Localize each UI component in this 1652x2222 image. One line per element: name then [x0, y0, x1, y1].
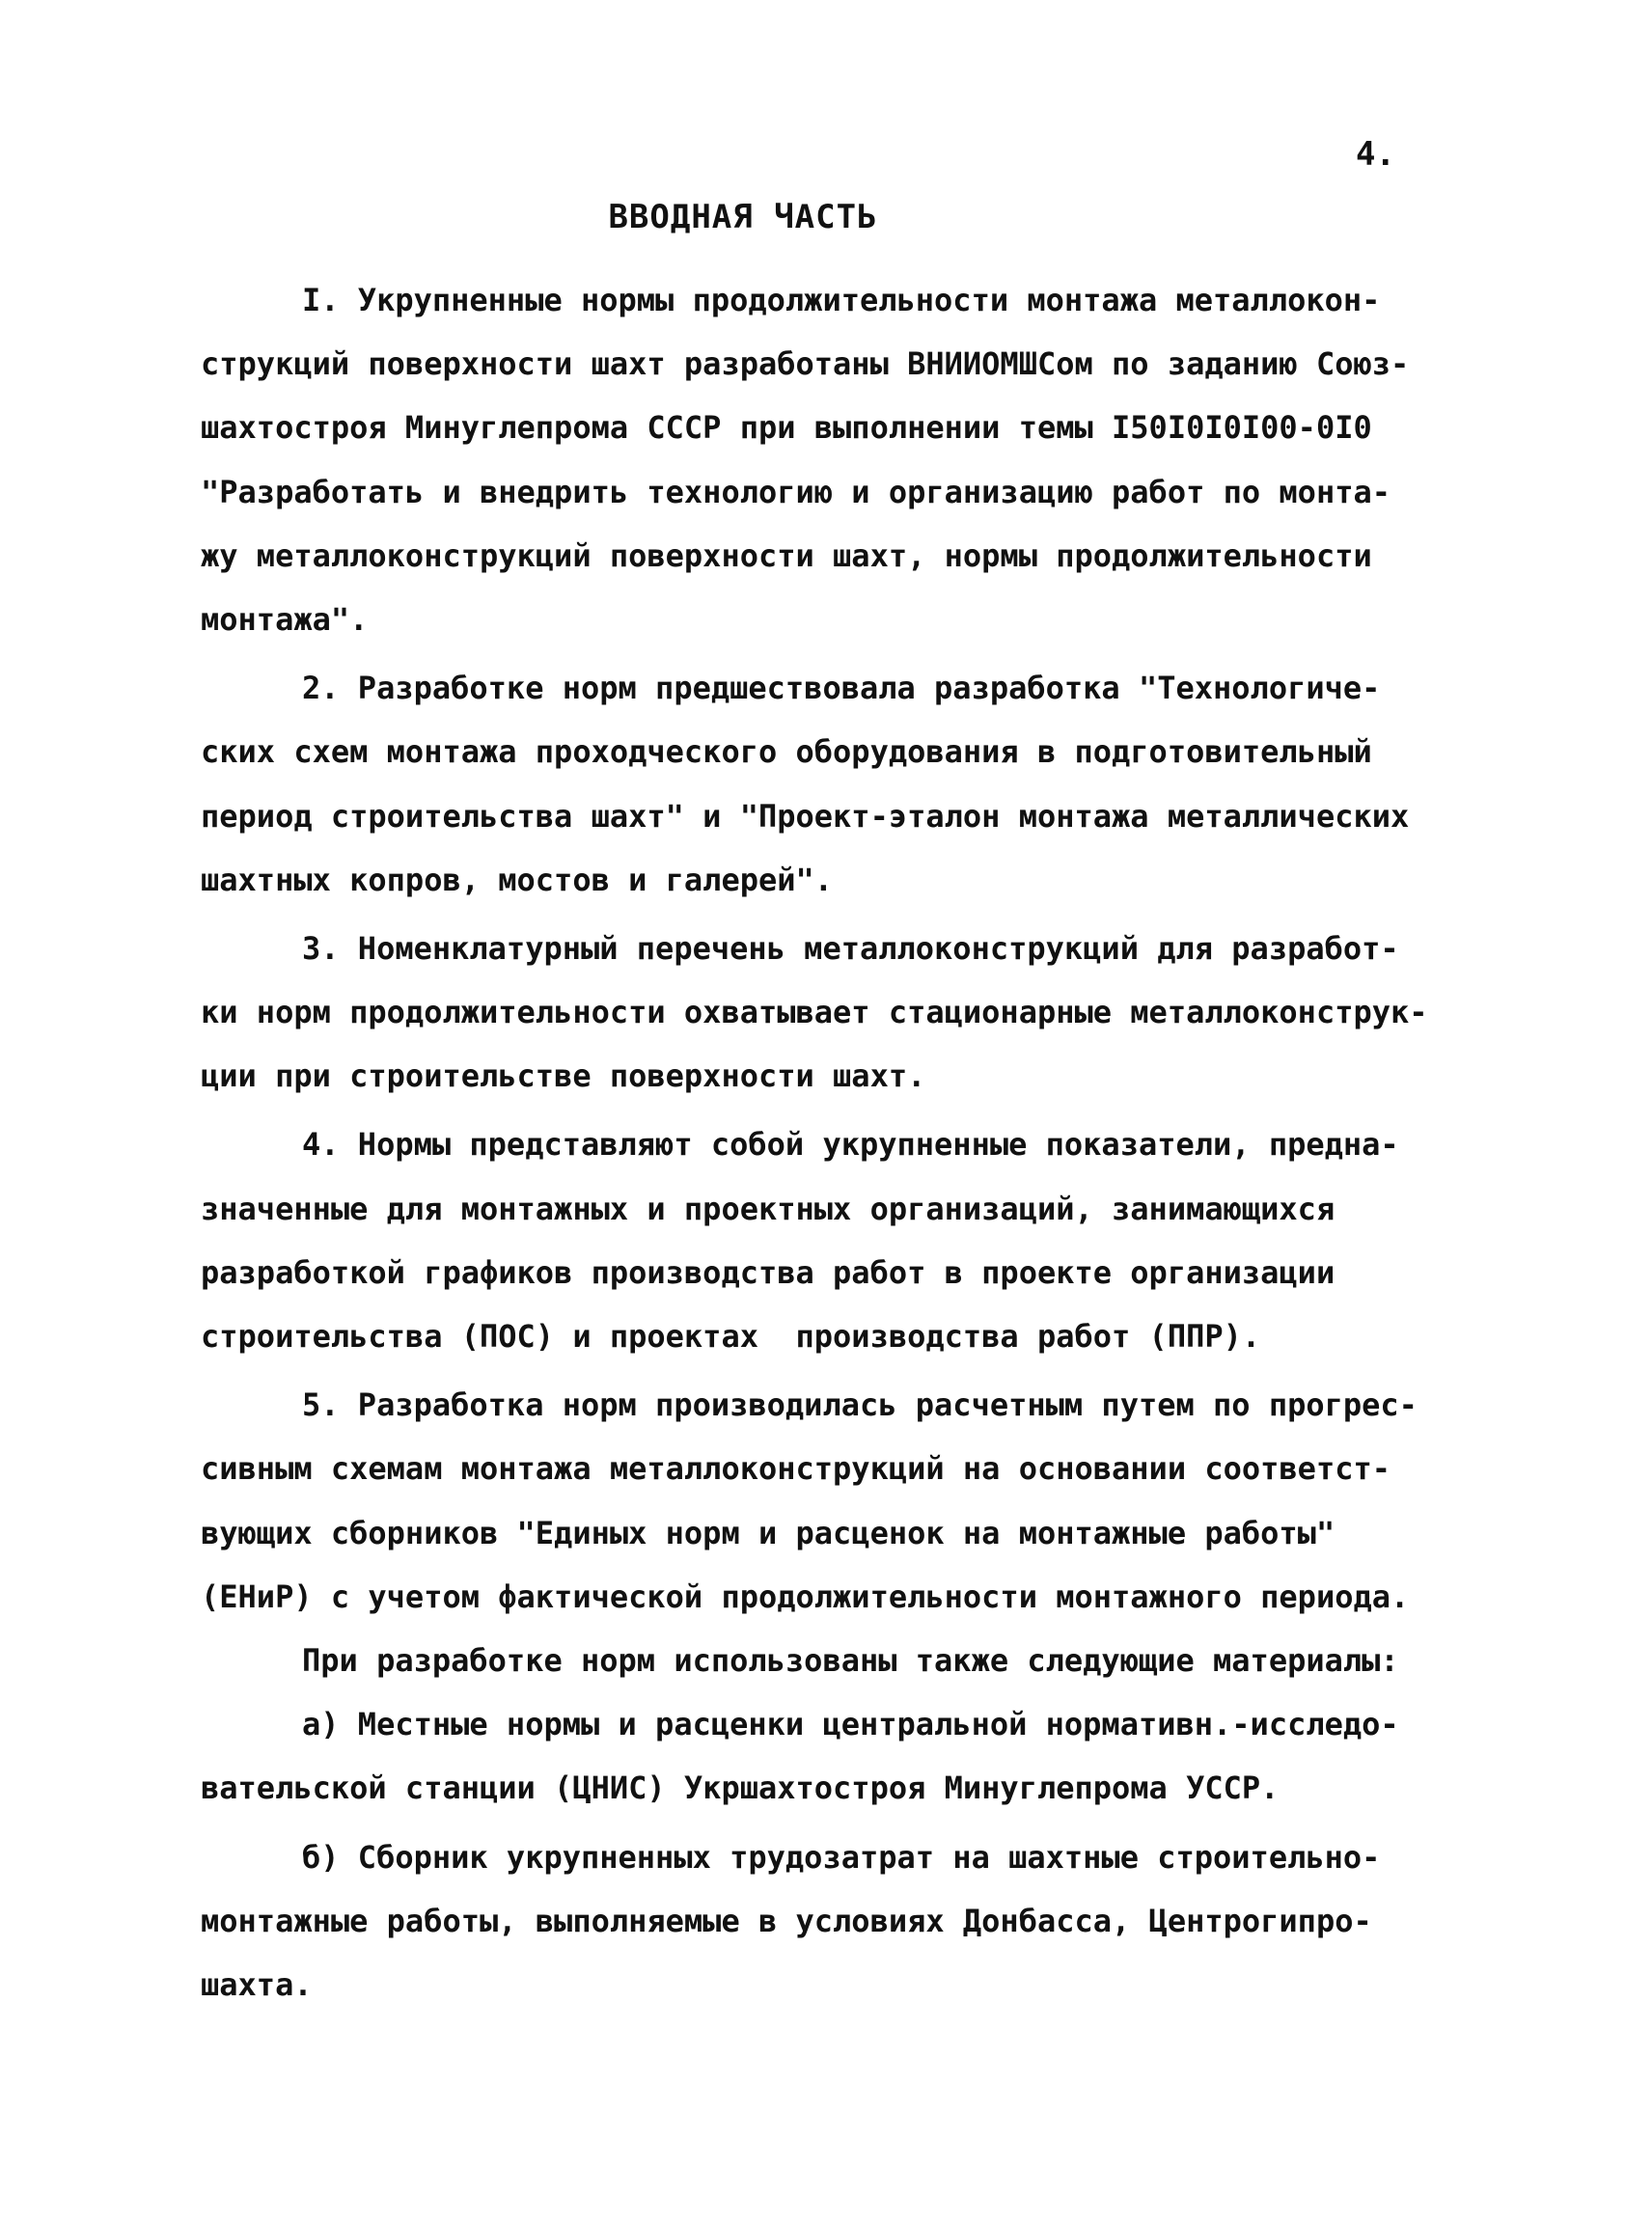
text-line: шахтостроя Минуглепрома СССР при выполнении темы I50I0I0I00-0I0 — [201, 409, 1372, 447]
text-line: шахта. — [201, 1965, 313, 2003]
body-text — [201, 268, 1484, 2016]
text-line: монтажные работы, выполняемые в условиях Донбасса, Центрогипро- — [201, 1902, 1372, 1939]
text-line: (ЕНиР) с учетом фактической продолжительности монтажного периода. — [201, 1577, 1410, 1615]
text-line: шахтных копров, мостов и галерей". — [201, 861, 834, 898]
text-line: жу металлоконструкций поверхности шахт, нормы продолжительности — [201, 536, 1372, 574]
text-line: вательской станции (ЦНИС) Укршахтостроя Минуглепрома УССР. — [201, 1769, 1280, 1807]
page-number: 4. — [1356, 135, 1395, 174]
text-line: вующих сборников "Единых норм и расценок на монтажные работы" — [201, 1514, 1335, 1551]
text-line: а) Местные нормы и расценки центральной нормативн.-исследо- — [302, 1706, 1399, 1743]
text-line: значенные для монтажных и проектных организаций, занимающихся — [201, 1190, 1335, 1227]
text-line: разработкой графиков производства работ в проекте организации — [201, 1253, 1335, 1291]
text-line: период строительства шахт" и "Проект-эталон монтажа металлических — [201, 797, 1410, 835]
text-line: строительства (ПОС) и проектах производства работ (ППР). — [201, 1318, 1261, 1355]
text-line: ки норм продолжительности охватывает стационарные металлоконструк- — [201, 994, 1428, 1031]
text-line: 5. Разработка норм производилась расчетным путем по прогрес- — [302, 1386, 1418, 1424]
text-line: При разработке норм использованы также следующие материалы: — [302, 1641, 1399, 1679]
text-line: I. Укрупненные нормы продолжительности монтажа металлокон- — [302, 282, 1381, 318]
section-heading: ВВОДНАЯ ЧАСТЬ — [608, 198, 878, 236]
text-line: "Разработать и внедрить технологию и организацию работ по монта- — [201, 473, 1390, 510]
text-line: 4. Нормы представляют собой укрупненные показатели, предна- — [302, 1126, 1399, 1164]
text-line: 2. Разработке норм предшествовала разработка "Технологиче- — [302, 670, 1381, 707]
text-line: б) Сборник укрупненных трудозатрат на шахтные строительно- — [302, 1838, 1381, 1876]
text-line: монтажа". — [201, 600, 369, 638]
text-line: ции при строительстве поверхности шахт. — [201, 1057, 926, 1095]
text-line: сивным схемам монтажа металлоконструкций на основании соответст- — [201, 1450, 1390, 1488]
text-line: ских схем монтажа проходческого оборудования в подготовительный — [201, 733, 1372, 771]
text-line: струкций поверхности шахт разработаны ВНИИОМШСом по заданию Союз- — [201, 345, 1410, 383]
text-line: 3. Номенклатурный перечень металлоконструкций для разработ- — [302, 929, 1399, 967]
